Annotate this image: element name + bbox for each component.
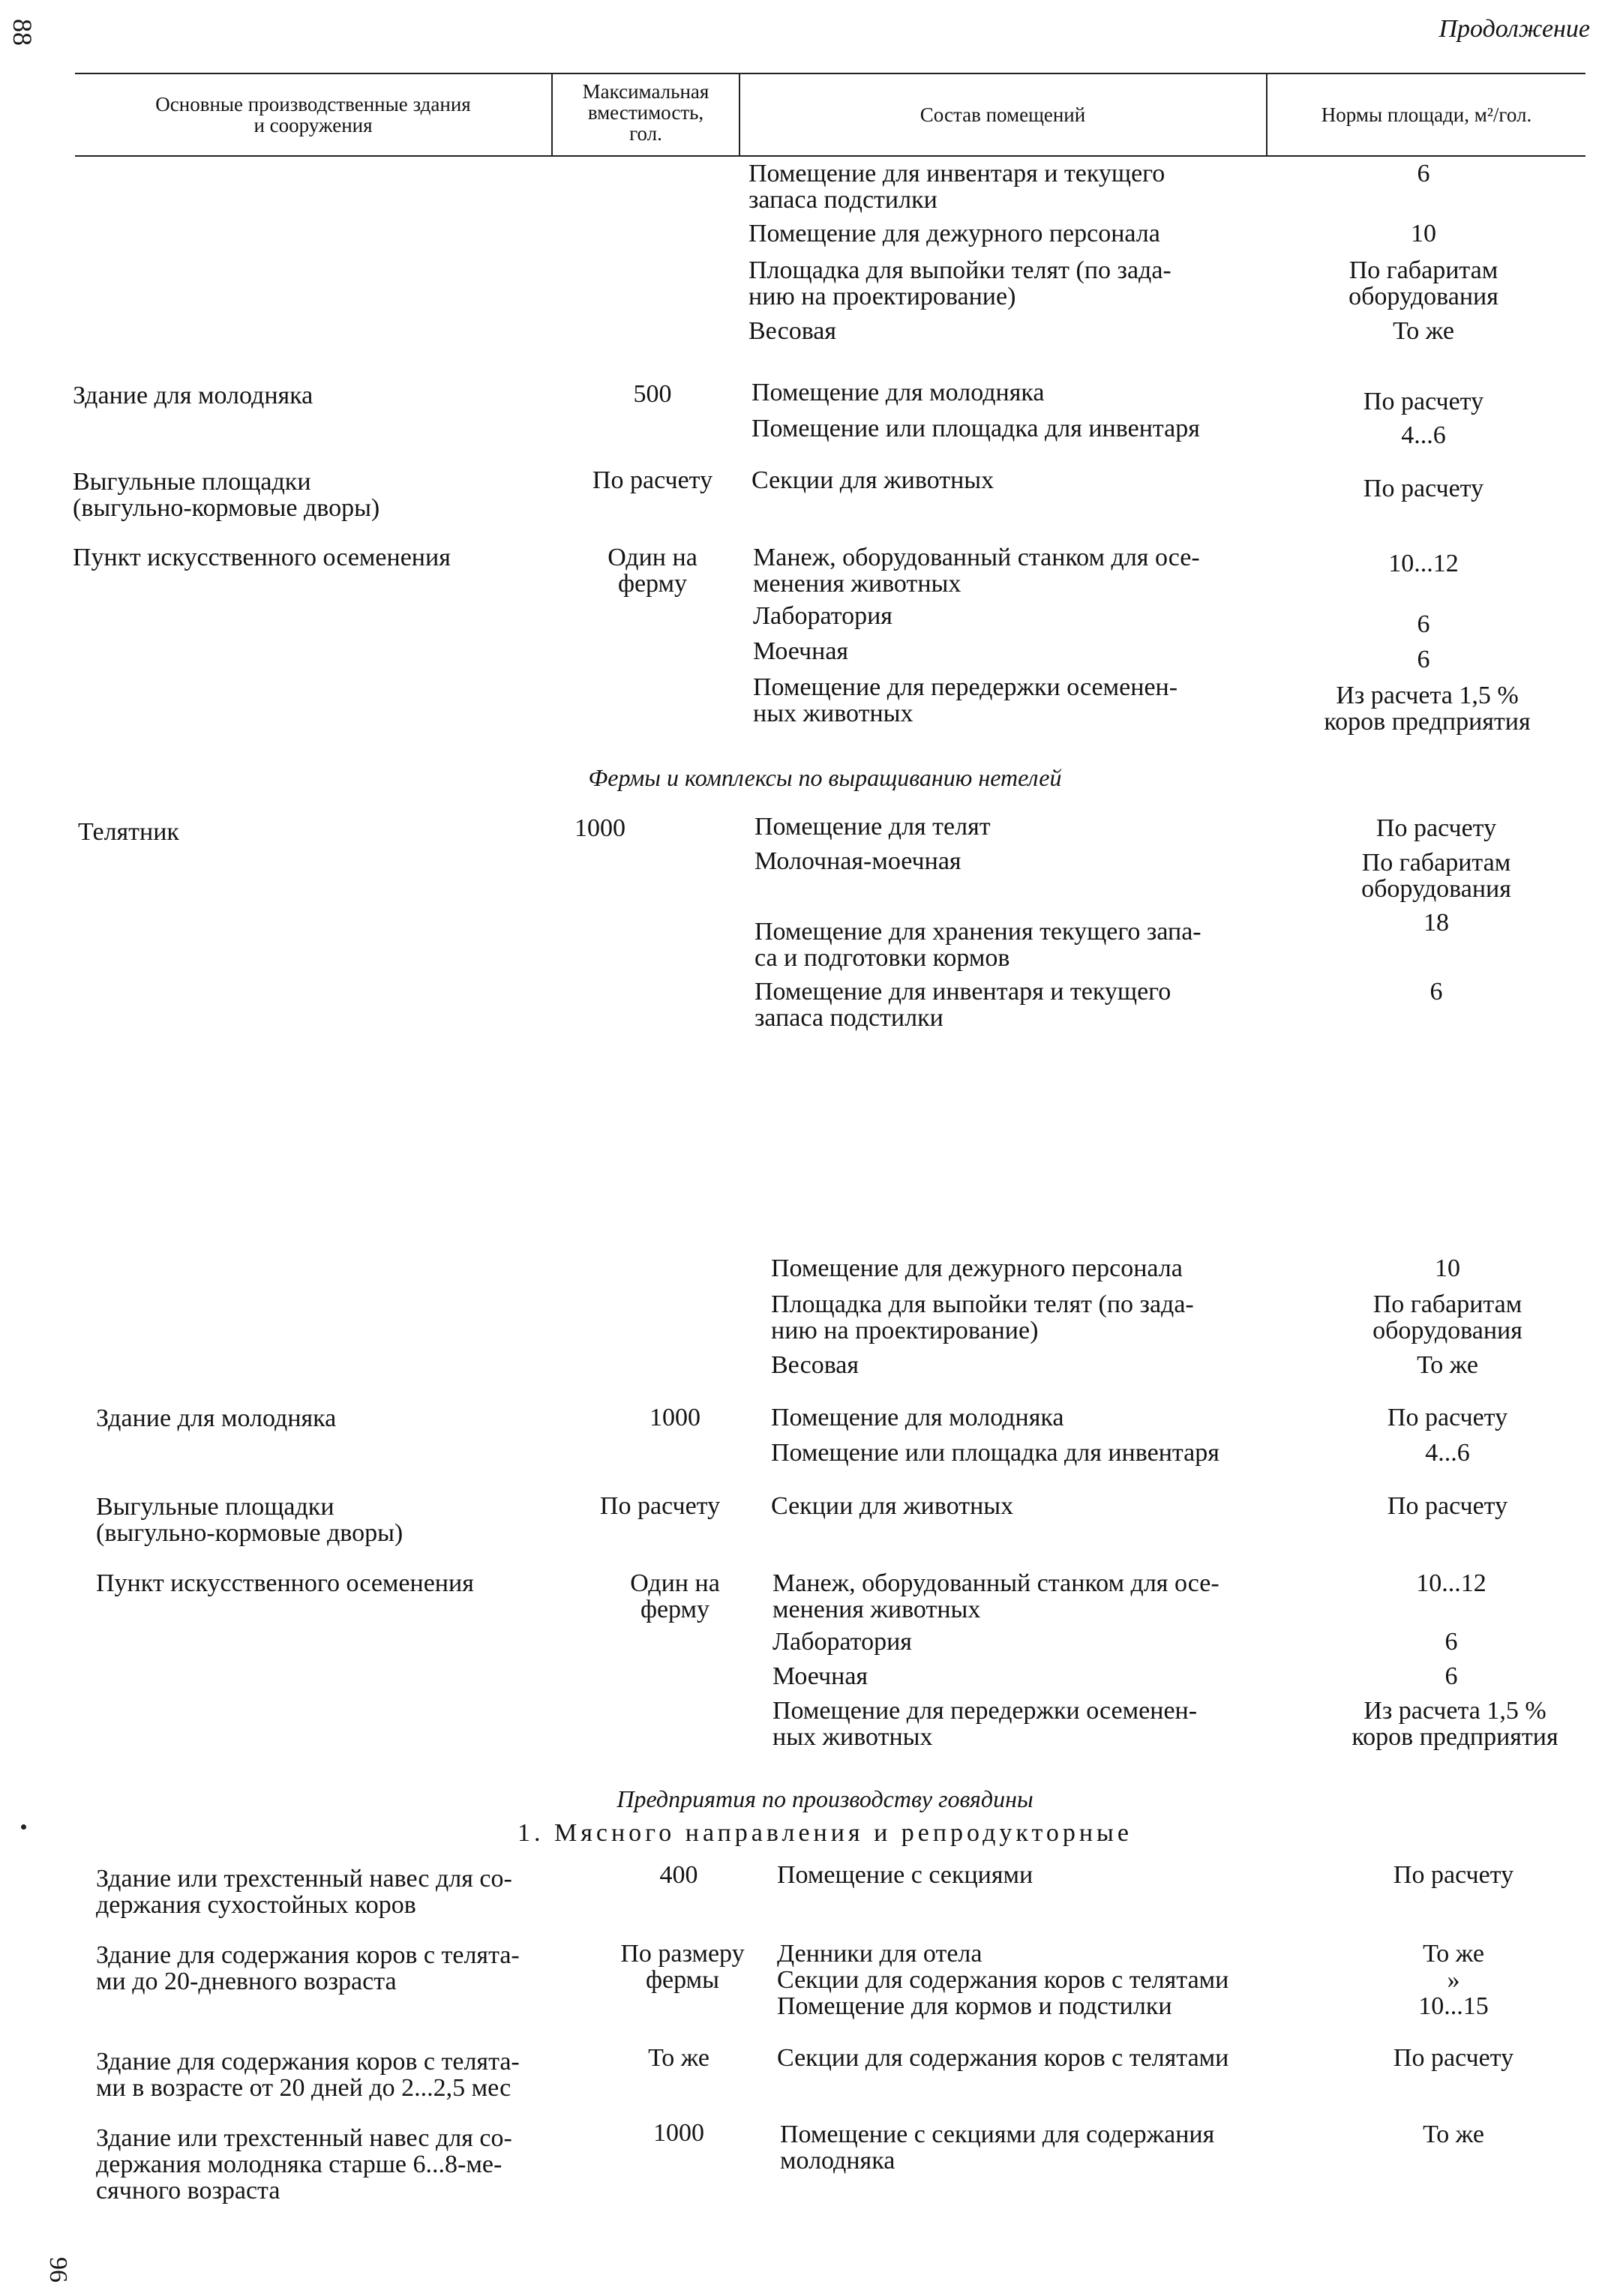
capacity-cell: Один на ферму [630,1569,720,1623]
norm-cell: 10...12 [1416,1569,1486,1597]
capacity-cell: То же [648,2044,710,2072]
norm-cell: 6 [1444,1662,1458,1690]
norm-cell: 10...12 [1388,550,1459,577]
norm-cell: 6 [1417,160,1430,187]
capacity-cell: 1000 [653,2119,704,2147]
header-norms: Нормы площади, м²/гол. [1321,103,1532,126]
norm-cell: 10 [1435,1254,1460,1282]
room-cell: Площадка для выпойки телят (по зада- нию на проектирование) [771,1290,1194,1344]
norm-cell: По расчету [1393,2044,1514,2072]
norm-cell: Из расчета 1,5 % коров предприятия [1324,682,1531,736]
section-title-beef: Предприятия по производству говядины [616,1785,1034,1812]
section-subtitle-beef: 1. Мясного направления и репродукторные [518,1819,1132,1847]
room-cell: Помещение для дежурного персонала [771,1254,1183,1282]
norm-cell: По габаритам оборудования [1348,256,1498,310]
norm-cell: 6 [1417,646,1430,673]
building-cell: Здание для содержания коров с телята- ми до 20-дневного возраста [96,1941,520,1995]
header-top-rule [75,73,1586,74]
norm-cell: По габаритам оборудования [1372,1290,1522,1344]
building-cell: Здание или трехстенный навес для со- держания молодняка старше 6...8-ме- сячного возраста [96,2124,512,2205]
header-rooms: Состав помещений [920,103,1086,126]
room-cell: Молочная-моечная [754,847,962,875]
capacity-cell: 1000 [574,814,626,842]
room-cell: Моечная [753,637,849,665]
continuation-label: Продолжение [1438,15,1590,43]
norm-cell: 10 [1411,220,1436,247]
room-cell: Помещение для инвентаря и текущего запаса подстилки [754,978,1172,1032]
room-cell: Денники для отела Секции для содержания коров с телятами Помещение для кормов и подстилки [777,1940,1229,2020]
building-cell: Пункт искусственного осеменения [73,544,451,571]
norm-cell: 6 [1444,1628,1458,1656]
norm-cell: 4...6 [1425,1439,1470,1467]
building-cell: Телятник [78,818,179,846]
room-cell: Лаборатория [772,1628,912,1656]
room-cell: Площадка для выпойки телят (по зада- нию на проектирование) [748,256,1172,310]
norm-cell: То же [1417,1351,1478,1379]
room-cell: Секции для содержания коров с телятами [777,2044,1229,2072]
capacity-cell: 500 [633,380,672,408]
room-cell: Помещение для передержки осеменен- ных животных [772,1697,1198,1751]
room-cell: Секции для животных [752,466,994,494]
room-cell: Помещение для передержки осеменен- ных животных [753,673,1178,727]
capacity-cell: По расчету [592,466,713,494]
room-cell: Манеж, оборудованный станком для осе- менения животных [753,544,1200,598]
room-cell: Помещение или площадка для инвентаря [752,415,1200,442]
norm-cell: То же [1423,2121,1484,2148]
room-cell: Помещение для молодняка [771,1404,1064,1431]
room-cell: Помещение для телят [754,813,991,841]
norm-cell: По расчету [1387,1492,1508,1520]
room-cell: Помещение для хранения текущего запа- са и подготовки кормов [754,918,1202,972]
capacity-cell: Один на ферму [608,544,698,598]
building-cell: Здание для молодняка [96,1404,337,1432]
capacity-cell: 400 [659,1861,698,1889]
room-cell: Помещение для инвентаря и текущего запаса подстилки [748,160,1166,214]
header-bottom-rule [75,155,1586,157]
building-cell: Выгульные площадки (выгульно-кормовые дворы) [96,1493,404,1547]
building-cell: Здание для содержания коров с телята- ми в возрасте от 20 дней до 2...2,5 мес [96,2048,520,2102]
page-number-top: 88 [8,19,38,46]
room-cell: Манеж, оборудованный станком для осе- менения животных [772,1569,1220,1623]
norm-cell: По расчету [1376,814,1497,842]
room-cell: Помещение с секциями [777,1861,1034,1889]
room-cell: Помещение для дежурного персонала [748,220,1160,247]
capacity-cell: По размеру фермы [620,1940,745,1994]
room-cell: Секции для животных [771,1492,1014,1520]
norm-cell: То же » 10...15 [1418,1940,1489,2020]
building-cell: Пункт искусственного осеменения [96,1569,474,1597]
norm-cell: 6 [1417,610,1430,638]
section-title-heifers: Фермы и комплексы по выращиванию нетелей [588,764,1062,791]
room-cell: Весовая [748,317,837,345]
norm-cell: По габаритам оборудования [1361,849,1511,903]
norm-cell: Из расчета 1,5 % коров предприятия [1352,1697,1558,1751]
norm-cell: То же [1393,317,1454,345]
norm-cell: 6 [1430,978,1443,1006]
building-cell: Здание или трехстенный навес для со- держания сухостойных коров [96,1865,512,1919]
norm-cell: По расчету [1387,1404,1508,1431]
room-cell: Моечная [772,1662,868,1690]
norm-cell: По расчету [1363,388,1484,415]
capacity-cell: По расчету [599,1492,721,1520]
norm-cell: 18 [1424,909,1449,937]
room-cell: Весовая [771,1351,860,1379]
margin-dot [21,1824,26,1830]
page-number-bottom: 96 [44,2257,72,2283]
header-capacity: Максимальная вместимость, гол. [582,80,710,145]
norm-cell: 4...6 [1401,421,1446,449]
capacity-cell: 1000 [650,1404,700,1431]
room-cell: Лаборатория [753,602,892,630]
building-cell: Здание для молодняка [73,382,314,409]
header-buildings: Основные производственные здания и сооружения [155,93,471,136]
norm-cell: По расчету [1393,1861,1514,1889]
room-cell: Помещение с секциями для содержания молодняка [780,2121,1215,2175]
room-cell: Помещение для молодняка [752,379,1045,406]
norm-cell: По расчету [1363,475,1484,502]
room-cell: Помещение или площадка для инвентаря [771,1439,1220,1467]
building-cell: Выгульные площадки (выгульно-кормовые дворы) [73,468,380,522]
